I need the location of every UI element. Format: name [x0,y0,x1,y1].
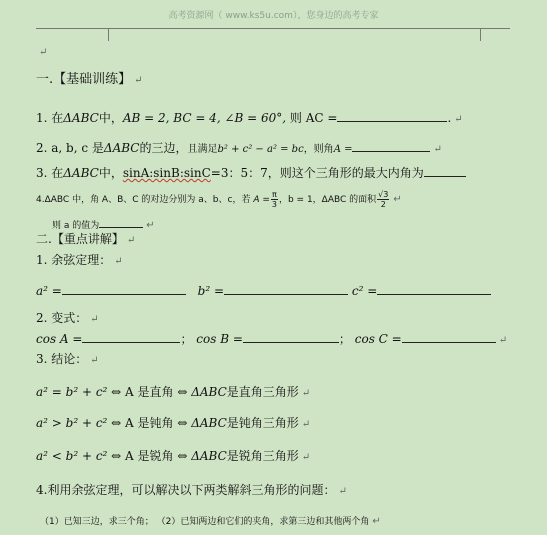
header-rule-right [480,28,510,29]
conclusion-right: a² = b² + c² ⇔ A 是直角 ⇔ ΔABC是直角三角形 ↵ [36,385,311,399]
section-1-title: 一.【基础训练】 ↵ [36,72,143,87]
question-4-line-2: 则 a 的值为 ↵ [52,216,155,233]
section-2-title: 二.【重点讲解】 ↵ [36,232,136,246]
header-tick-left [108,28,109,41]
answer-blank[interactable] [243,331,339,343]
question-1: 1. 在ΔABC中，AB = 2, BC = 4, ∠B = 60°, 则 AC = . ↵ [36,111,463,125]
answer-blank[interactable] [424,165,466,177]
conclusion-acute: a² < b² + c² ⇔ A 是锐角 ⇔ ΔABC是锐角三角形 ↵ [36,449,311,463]
answer-blank[interactable] [377,283,491,295]
answer-blank[interactable] [62,283,186,295]
header-tick-right [480,28,481,41]
question-2: 2. a, b, c 是ΔABC的三边，且满足b² + c² − a² = bc，则角A = ↵ [36,141,442,155]
question-3: 3. 在ΔABC中，sinA:sinB:sinC=3：5：7，则这个三角形的最大内角为 [36,165,466,180]
cosine-variant-row: cos A = ； cos B = ； cos C = ↵ [36,332,508,346]
item-1: 1. 余弦定理： ↵ [36,253,123,267]
law-of-cosines-row: a² = b² = c² = [36,283,491,298]
answer-blank[interactable] [402,331,496,343]
page-header: 高考资源网（ www.ks5u.com），您身边的高考专家 [168,11,379,21]
item-4: 4.利用余弦定理，可以解决以下两类解斜三角形的问题： ↵ [36,483,347,497]
answer-blank[interactable] [337,110,447,122]
item-3: 3. 结论： ↵ [36,352,99,366]
answer-blank[interactable] [224,283,348,295]
paragraph-mark: ↵ [39,47,48,58]
conclusion-obtuse: a² > b² + c² ⇔ A 是钝角 ⇔ ΔABC是钝角三角形 ↵ [36,416,311,430]
question-4: 4.ΔABC 中，角 A、B、C 的对边分别为 a、b、c，若 A = $\frac{\pi}{3}$ ，b = 1，ΔABC 的面积 $\frac{√3}{2}$ ↵ [36,190,402,209]
answer-blank[interactable] [99,216,143,228]
item-2: 2. 变式： ↵ [36,311,99,325]
answer-blank[interactable] [352,140,430,152]
header-rule-left [36,28,108,29]
header-rule [108,28,480,29]
answer-blank[interactable] [82,331,180,343]
item-4-subpoints: （1）已知三边，求三个角； （2）已知两边和它们的夹角，求第三边和其他两个角 ↵ [40,516,381,527]
